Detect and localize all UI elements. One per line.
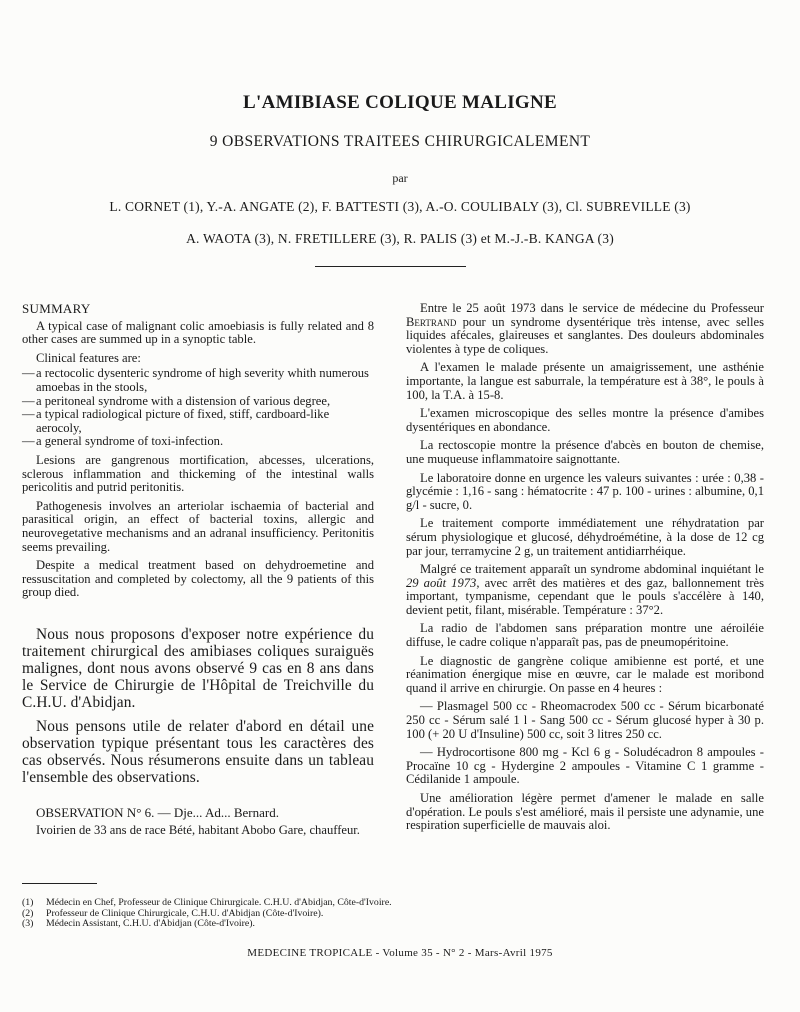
summary-lesions: Lesions are gangrenous mortification, abcesses, ulcerations, sclerous inflammation and thickeming of the intestinal walls pericolitis and putrid peritonitis. (22, 452, 374, 495)
case-paragraph: Entre le 25 août 1973 dans le service de médecine du Professeur Bertrand pour un syndrome dysentérique très intense, avec selles liquides afécales, glaireuses et sanglantes. Des douleurs abdominales violentes à type de coliques. (406, 301, 764, 356)
surgery-date: 29 août 1973 (406, 575, 477, 590)
title-divider (315, 266, 466, 267)
summary-heading: SUMMARY (22, 301, 91, 316)
case-paragraph: Malgré ce traitement apparaît un syndrome abdominal inquiétant le 29 août 1973, avec arrêt des matières et des gaz, ballonnement très important, tympanisme, cependant que le pouls s'accélère à 140, devient petit, filant, misérable. Température : 37°2. (406, 562, 765, 617)
case-paragraph: — Hydrocortisone 800 mg - Kcl 6 g - Soludécadron 8 ampoules - Procaïne 10 cg - Hydergine 2 ampoules - Vitamine C 1 gramme - Cédilanide 1 ampoule. (406, 745, 764, 787)
summary-despite: Despite a medical treatment based on dehydroemetine and ressuscitation and completed by colectomy, all the 9 patients of this group died. (22, 558, 374, 600)
article-subtitle: 9 OBSERVATIONS TRAITEES CHIRURGICALEMENT (209, 133, 591, 150)
case-paragraph: Le laboratoire donne en urgence les valeurs suivantes : urée : 0,38 - glycémie : 1,16 - sang : hématocrite : 47 p. 100 - urines : albumine, 0,1 g/l - sucre, 0. (406, 470, 764, 512)
observation-heading: OBSERVATION N° 6. — Dje... Ad... Bernard. (36, 804, 279, 820)
right-column (406, 302, 764, 838)
authors-line-2: A. WAOTA (3), N. FRETILLERE (3), R. PALIS (3) et M.-J.-B. KANGA (3) (186, 231, 614, 246)
footnote: (1) Médecin en Chef, Professeur de Clinique Chirurgicale. C.H.U. d'Abidjan, Côte-d'Ivoire. (22, 897, 392, 908)
case-paragraph: Une amélioration légère permet d'amener le malade en salle d'opération. Le pouls s'est amélioré, mais il persiste une adynamie, une respiration superficielle de mauvais aloi. (406, 791, 764, 833)
observation-intro: Ivoirien de 33 ans de race Bété, habitant Abobo Gare, chauffeur. (36, 823, 360, 838)
summary-feature: — a peritoneal syndrome with a distension of various degree, (22, 393, 331, 408)
summary-feature: — a typical radiological picture of fixed, stiff, cardboard-like aerocoly, (22, 407, 330, 435)
summary-clinical-label: Clinical features are: (36, 350, 141, 365)
case-paragraph: La rectoscopie montre la présence d'abcès en bouton de chemise, une muqueuse inflammatoire saignottante. (406, 438, 764, 466)
case-paragraph: Le traitement comporte immédiatement une réhydratation par sérum physiologique et glucosé, déhydroémétine, à la dose de 12 cg par jour, terramycine 2 g, un traitement antidiarrhéique. (406, 516, 764, 558)
case-paragraph: Le diagnostic de gangrène colique amibienne est porté, et une réanimation énergique mise en œuvre, car le malade est moribond quand il arrive en chirurgie. On passe en 4 heures : (406, 653, 764, 695)
article-title: L'AMIBIASE COLIQUE MALIGNE (243, 92, 557, 113)
left-column (22, 302, 374, 843)
case-paragraph: — Plasmagel 500 cc - Rheomacrodex 500 cc - Sérum bicarbonaté 250 cc - Sérum salé 1 l - Sang 500 cc - Sérum glucosé hyper à 30 p. 100 (+ 20 U d'Insuline) 500 cc, soit 3 litres 250 cc. (406, 699, 764, 741)
footnote: (3) Médecin Assistant, C.H.U. d'Abidjan (Côte-d'Ivoire). (22, 918, 255, 930)
journal-footer: MEDECINE TROPICALE - Volume 35 - N° 2 - Mars-Avril 1975 (247, 947, 553, 959)
footnote: (2) Professeur de Clinique Chirurgicale, C.H.U. d'Abidjan (Côte-d'Ivoire). (22, 907, 324, 919)
footnote-divider (22, 883, 97, 884)
summary-intro: A typical case of malignant colic amoebiasis is fully related and 8 other cases are summed up in a synoptic table. (22, 318, 374, 347)
authors-line-1: L. CORNET (1), Y.-A. ANGATE (2), F. BATTESTI (3), A.-O. COULIBALY (3), Cl. SUBREVILLE (3) (109, 199, 691, 214)
case-paragraph: A l'examen le malade présente un amaigrissement, une asthénie importante, la langue est saburrale, la température est à 38°, le pouls à 100, la T.A. à 15-8. (406, 360, 764, 402)
case-paragraph: L'examen microscopique des selles montre la présence d'amibes dysentériques en abondance. (406, 406, 764, 434)
footnotes (22, 898, 392, 930)
byline-par: par (392, 171, 408, 185)
intro-paragraph: Nous pensons utile de relater d'abord en détail une observation typique présentant tous les caractères des cas observés. Nous résumerons ensuite dans un tableau l'ensemble des observations. (22, 717, 374, 786)
summary-pathogenesis: Pathogenesis involves an arteriolar ischaemia of bacterial and parasitical origin, an effect of bacterial toxins, allergic and neurovegetative mechanisms and an adranal insufficiency. Peritonitis seems prevailing. (22, 498, 374, 554)
professor-name: Bertrand (406, 314, 457, 329)
case-paragraph: La radio de l'abdomen sans préparation montre une aéroiléie diffuse, le cadre colique n'apparaît pas, pas de pneumopéritoine. (406, 621, 764, 650)
summary-feature: — a rectocolic dysenteric syndrome of high severity whith numerous amoebas in the stools, (22, 366, 369, 394)
summary-feature: — a general syndrome of toxi-infection. (22, 434, 224, 449)
intro-paragraph: Nous nous proposons d'exposer notre expérience du traitement chirurgical des amibiases coliques suraiguës malignes, dont nous avons observé 9 cas en 8 ans dans le Service de Chirurgie de l'Hôpital de Treichville du C.H.U. d'Abidjan. (22, 625, 374, 711)
